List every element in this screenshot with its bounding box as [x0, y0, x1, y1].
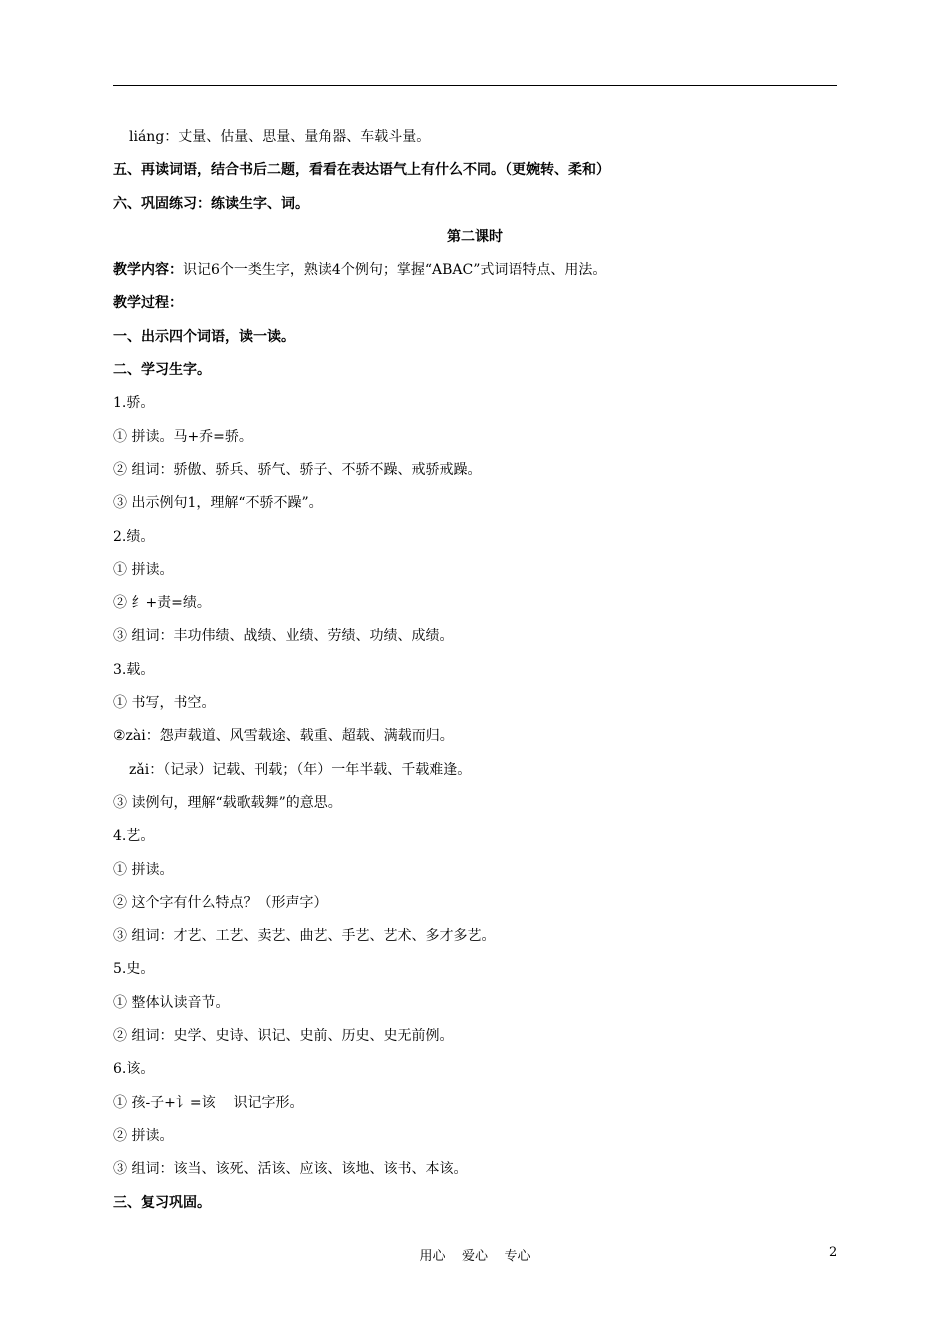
text-line: ① 拼读。 [113, 861, 174, 878]
text-line: ③ 组词：该当、该死、活该、应该、该地、该书、本该。 [113, 1161, 468, 1178]
text-line: ② 拼读。 [113, 1127, 174, 1144]
text-line: 6.该。 [113, 1061, 155, 1078]
text-line: 3.载。 [113, 661, 155, 678]
text-line: ① 整体认读音节。 [113, 994, 230, 1011]
text-line: ① 书写，书空。 [113, 695, 216, 712]
text-line: ② 组词：骄傲、骄兵、骄气、骄子、不骄不躁、戒骄戒躁。 [113, 461, 482, 478]
text-line: 五、再读词语，结合书后二题，看看在表达语气上有什么不同。（更婉转、柔和） [113, 162, 610, 179]
text-line: ③ 出示例句1，理解“不骄不躁”。 [113, 495, 323, 512]
text-line: ② 纟+责=绩。 [113, 595, 211, 612]
text-line: 一、出示四个词语，读一读。 [113, 328, 295, 345]
text-line: ① 孩-子+讠=该 识记字形。 [113, 1094, 304, 1111]
text-line: ②zài：怨声载道、风雪载途、载重、超载、满载而归。 [113, 728, 454, 745]
section-heading: 第二课时 [447, 228, 503, 245]
text-line: 5.史。 [113, 961, 155, 978]
text-line: 2.绩。 [113, 528, 155, 545]
text-line: 1.骄。 [113, 395, 155, 412]
line-label: 教学内容： [113, 262, 183, 279]
text-line: ③ 读例句，理解“载歌载舞”的意思。 [113, 794, 342, 811]
line-text: 识记6个一类生字，熟读4个例句；掌握“ABAC”式词语特点、用法。 [183, 262, 607, 279]
text-line [113, 254, 837, 287]
document-body [113, 121, 837, 1220]
text-line: ① 拼读。马+乔=骄。 [113, 428, 253, 445]
text-line: zǎi：（记录）记载、刊载；（年）一年半载、千载难逢。 [129, 761, 472, 778]
text-line: ② 这个字有什么特点？（形声字） [113, 894, 328, 911]
footer-motto: 用心 爱心 专心 [419, 1249, 531, 1264]
text-line: ② 组词：史学、史诗、识记、史前、历史、史无前例。 [113, 1028, 454, 1045]
text-line: ③ 组词：丰功伟绩、战绩、业绩、劳绩、功绩、成绩。 [113, 628, 454, 645]
text-line: 六、巩固练习：练读生字、词。 [113, 195, 309, 212]
text-line: ③ 组词：才艺、工艺、卖艺、曲艺、手艺、艺术、多才多艺。 [113, 928, 496, 945]
text-line: 教学过程： [113, 295, 183, 312]
header-rule [113, 85, 837, 86]
text-line: ① 拼读。 [113, 561, 174, 578]
text-line: 二、学习生字。 [113, 362, 211, 379]
text-line: 三、复习巩固。 [113, 1194, 211, 1211]
text-line: 4.艺。 [113, 828, 155, 845]
text-line: liáng：丈量、估量、思量、量角器、车载斗量。 [129, 129, 431, 145]
page-number: 2 [829, 1245, 838, 1260]
